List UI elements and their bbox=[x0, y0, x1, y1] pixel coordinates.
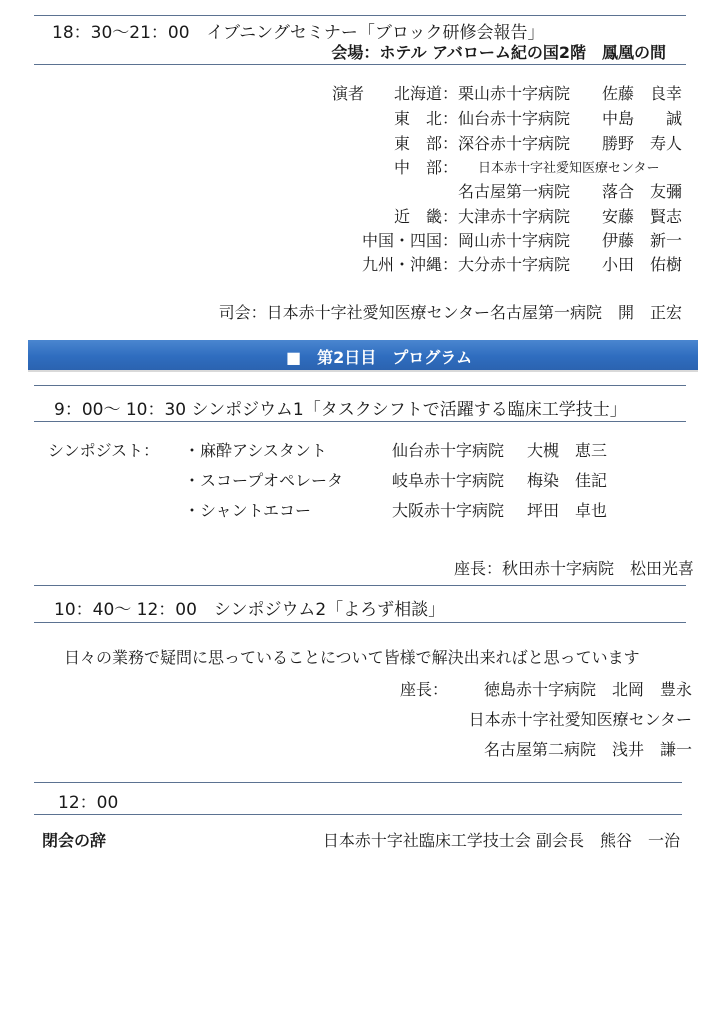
symposist-hospital: 大阪赤十字病院 bbox=[392, 501, 505, 520]
presenter-hospital: 名古屋第一病院 bbox=[458, 182, 571, 201]
presenter-name: 安藤 賢志 bbox=[601, 207, 682, 226]
symposium2-chair2-line1: 日本赤十字社愛知医療センター bbox=[468, 710, 692, 729]
symposist-hospital: 岐阜赤十字病院 bbox=[392, 471, 505, 490]
presenter-hospital: 大津赤十字病院 bbox=[458, 207, 571, 226]
presenter-hospital: 深谷赤十字病院 bbox=[458, 134, 571, 153]
divider-symposium2-top bbox=[34, 585, 686, 586]
symposium2-chair2-line2: 名古屋第二病院 浅井 謙一 bbox=[483, 740, 692, 759]
presenter-hospital: 栗山赤十字病院 bbox=[458, 84, 571, 103]
presenter-region: 九州・沖縄： bbox=[361, 255, 458, 274]
symposium2-header: 10：40～ 12：00 シンポジウム2「よろず相談」 bbox=[54, 600, 446, 620]
symposist-name: 梅染 佳記 bbox=[527, 471, 608, 490]
divider-symposium1-bottom bbox=[34, 421, 686, 422]
closing-time: 12：00 bbox=[58, 793, 119, 813]
presenter-hospital: 大分赤十字病院 bbox=[458, 255, 571, 274]
presenter-name: 佐藤 良幸 bbox=[601, 84, 682, 103]
presenters-label: 演者 bbox=[332, 84, 365, 103]
evening-moderator: 司会：日本赤十字社愛知医療センター名古屋第一病院 開 正宏 bbox=[218, 303, 682, 322]
symposium1-chair: 座長：秋田赤十字病院 松田光喜 bbox=[453, 559, 694, 578]
evening-venue: 会場：ホテル アバローム紀の国2階 鳳凰の間 bbox=[331, 43, 666, 62]
divider-symposium2-bottom bbox=[34, 622, 686, 623]
divider-closing-top bbox=[34, 782, 682, 783]
presenter-name: 中島 誠 bbox=[601, 109, 682, 128]
evening-header: 18：30～21：00 イブニングセミナー「ブロック研修会報告」 bbox=[52, 23, 545, 43]
presenter-region: 中国・四国： bbox=[361, 231, 458, 250]
closing-speaker: 日本赤十字社臨床工学技士会 副会長 熊谷 一治 bbox=[322, 831, 680, 850]
presenter-region: 北海道： bbox=[393, 84, 458, 103]
presenter-name: 落合 友彌 bbox=[601, 182, 682, 201]
symposist-name: 大槻 恵三 bbox=[527, 441, 608, 460]
presenter-name: 勝野 寿人 bbox=[601, 134, 682, 153]
divider-closing-bottom bbox=[34, 814, 682, 815]
symposium1-header: 9：00～ 10：30 シンポジウム1「タスクシフトで活躍する臨床工学技士」 bbox=[54, 400, 627, 420]
symposium2-description: 日々の業務で疑問に思っていることについて皆様で解決出来ればと思っています bbox=[64, 648, 640, 667]
presenter-region: 中 部： bbox=[393, 158, 458, 177]
presenter-name: 小田 佑樹 bbox=[601, 255, 682, 274]
symposist-topic: ・麻酔アシスタント bbox=[184, 441, 327, 460]
symposist-label: シンポジスト： bbox=[48, 441, 160, 460]
symposium2-chair1: 徳島赤十字病院 北岡 豊永 bbox=[483, 680, 692, 699]
presenter-region: 東 部： bbox=[393, 134, 458, 153]
day2-banner-title: ■ 第2日目 プログラム bbox=[286, 348, 473, 367]
divider-top bbox=[34, 15, 686, 16]
presenter-hospital: 仙台赤十字病院 bbox=[458, 109, 571, 128]
divider-evening bbox=[34, 64, 686, 65]
presenter-hospital: 岡山赤十字病院 bbox=[458, 231, 571, 250]
presenter-name: 伊藤 新一 bbox=[601, 231, 682, 250]
symposist-hospital: 仙台赤十字病院 bbox=[392, 441, 505, 460]
presenter-region: 近 畿： bbox=[393, 207, 458, 226]
divider-symposium1-top bbox=[34, 385, 686, 386]
symposist-name: 坪田 卓也 bbox=[527, 501, 608, 520]
symposium2-chair-label: 座長： bbox=[400, 680, 449, 699]
day2-banner bbox=[28, 340, 698, 372]
closing-title: 閉会の辞 bbox=[42, 831, 107, 850]
symposist-topic: ・シャントエコー bbox=[184, 501, 312, 520]
symposist-topic: ・スコープオペレータ bbox=[184, 471, 344, 490]
presenter-region: 東 北： bbox=[393, 109, 458, 128]
presenter-hospital: 日本赤十字社愛知医療センター bbox=[478, 161, 660, 176]
